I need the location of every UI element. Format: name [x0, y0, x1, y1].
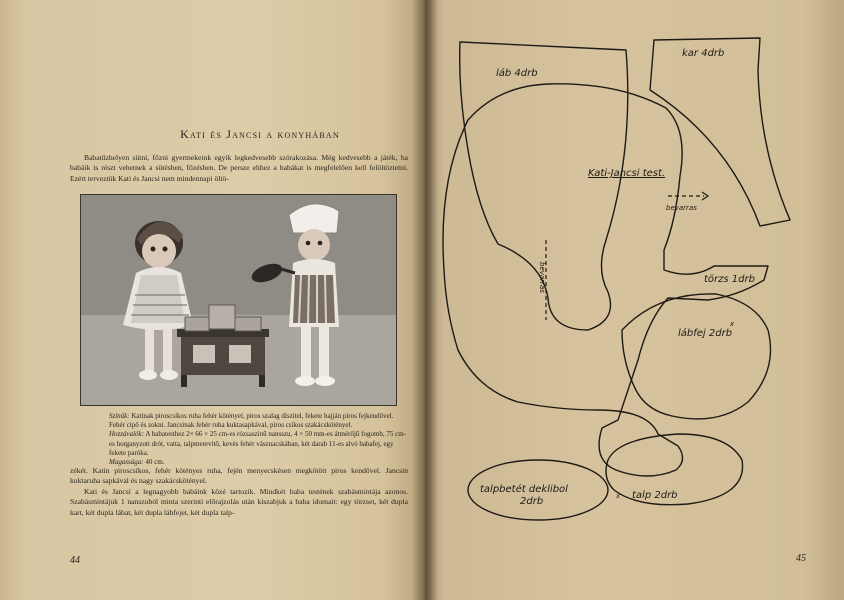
caption-szinuk-text: Katinak piroscsíkos ruha fehér kötényel, piros szalag díszítel, fekete hajján piros fejkendővel. Fehér cipő és zokni. Jancsinak fehér ruha kuktasapkával, piros csíkos szakácskötényel.	[109, 412, 394, 430]
label-bevarras: bevarras	[666, 204, 697, 212]
x-mark-sole: x	[616, 492, 621, 500]
label-talp: talp 2drb	[632, 490, 678, 501]
label-kar: kar 4drb	[682, 48, 725, 59]
body-text	[70, 466, 408, 518]
caption-magassaga-text: 40 cm.	[145, 458, 165, 467]
doll-photo	[80, 194, 397, 406]
label-talpbetet-1: talpbetét deklibol	[480, 484, 568, 495]
body-paragraph-2: Kati és Jancsi a legnagyobb babáink közé tartozik. Mindkét baba testének szabásmintája azonos. Szabásmintájuk 1 nanszuból minta szerinti előrajzolás után kiszabjuk a baba idomait: egy törzset, két dupla kart, két dupla lábat, két dupla lábfejet, két dupla talp-	[70, 486, 408, 517]
chapter-title: Kati és Jancsi a konyhában	[180, 127, 340, 141]
intro-text: Babatűzhelyen sütni, főzni gyermekeink egyik legkedvesebb szórakozása. Még kedvesebb a játék, ha babáik is részt vehetnek a sütésben, főzésben. De persze ehhez a babákat is megfelelően kell felöltöztetni. Ezért terveztük Kati és Jancsi nem mindennapi öltö-	[70, 153, 408, 183]
label-title: Kati-Jancsi test.	[588, 168, 666, 179]
photo-caption	[109, 412, 407, 467]
foot-pattern-piece	[622, 294, 771, 419]
label-labfej: lábfej 2drb	[678, 328, 733, 339]
arm-pattern-piece	[650, 38, 790, 226]
page-number-right: 45	[796, 553, 806, 564]
caption-szinuk-label: Színük:	[109, 412, 130, 420]
caption-hozzavalok-label: Hozzávalók:	[109, 430, 144, 439]
intro-paragraph	[70, 153, 408, 184]
body-paragraph-1: zékét. Katin piroscsíkos, fehér kötényes ruha, fején menyecskésen megkötött piros kendővel. Jancsin kuktaruha sapkával és nagy szakácskötényel.	[70, 466, 408, 486]
caption-magassaga-label: Magassága:	[109, 458, 144, 467]
label-talpbetet-2: 2drb	[520, 496, 544, 507]
label-lab: láb 4drb	[496, 68, 538, 79]
sewing-pattern	[438, 30, 798, 550]
label-torzs: törzs 1drb	[704, 274, 755, 285]
caption-hozzavalok-text: A babatesthez 2× 66 × 25 cm-es rózsaszínű nansszu, 4 × 50 mm-es átmérőjű fogomb, 75 cm-es horganyzott drót, vatta, talpmerevítő, kevés fehér vásznacskában, két darab 11-es alvó babafej, egy fekete paróka.	[109, 430, 407, 457]
x-mark-foot: x	[730, 320, 735, 328]
book-gutter	[412, 0, 438, 600]
label-bevarras-vertical: bevarras	[538, 262, 546, 293]
page-number-left: 44	[70, 555, 80, 566]
